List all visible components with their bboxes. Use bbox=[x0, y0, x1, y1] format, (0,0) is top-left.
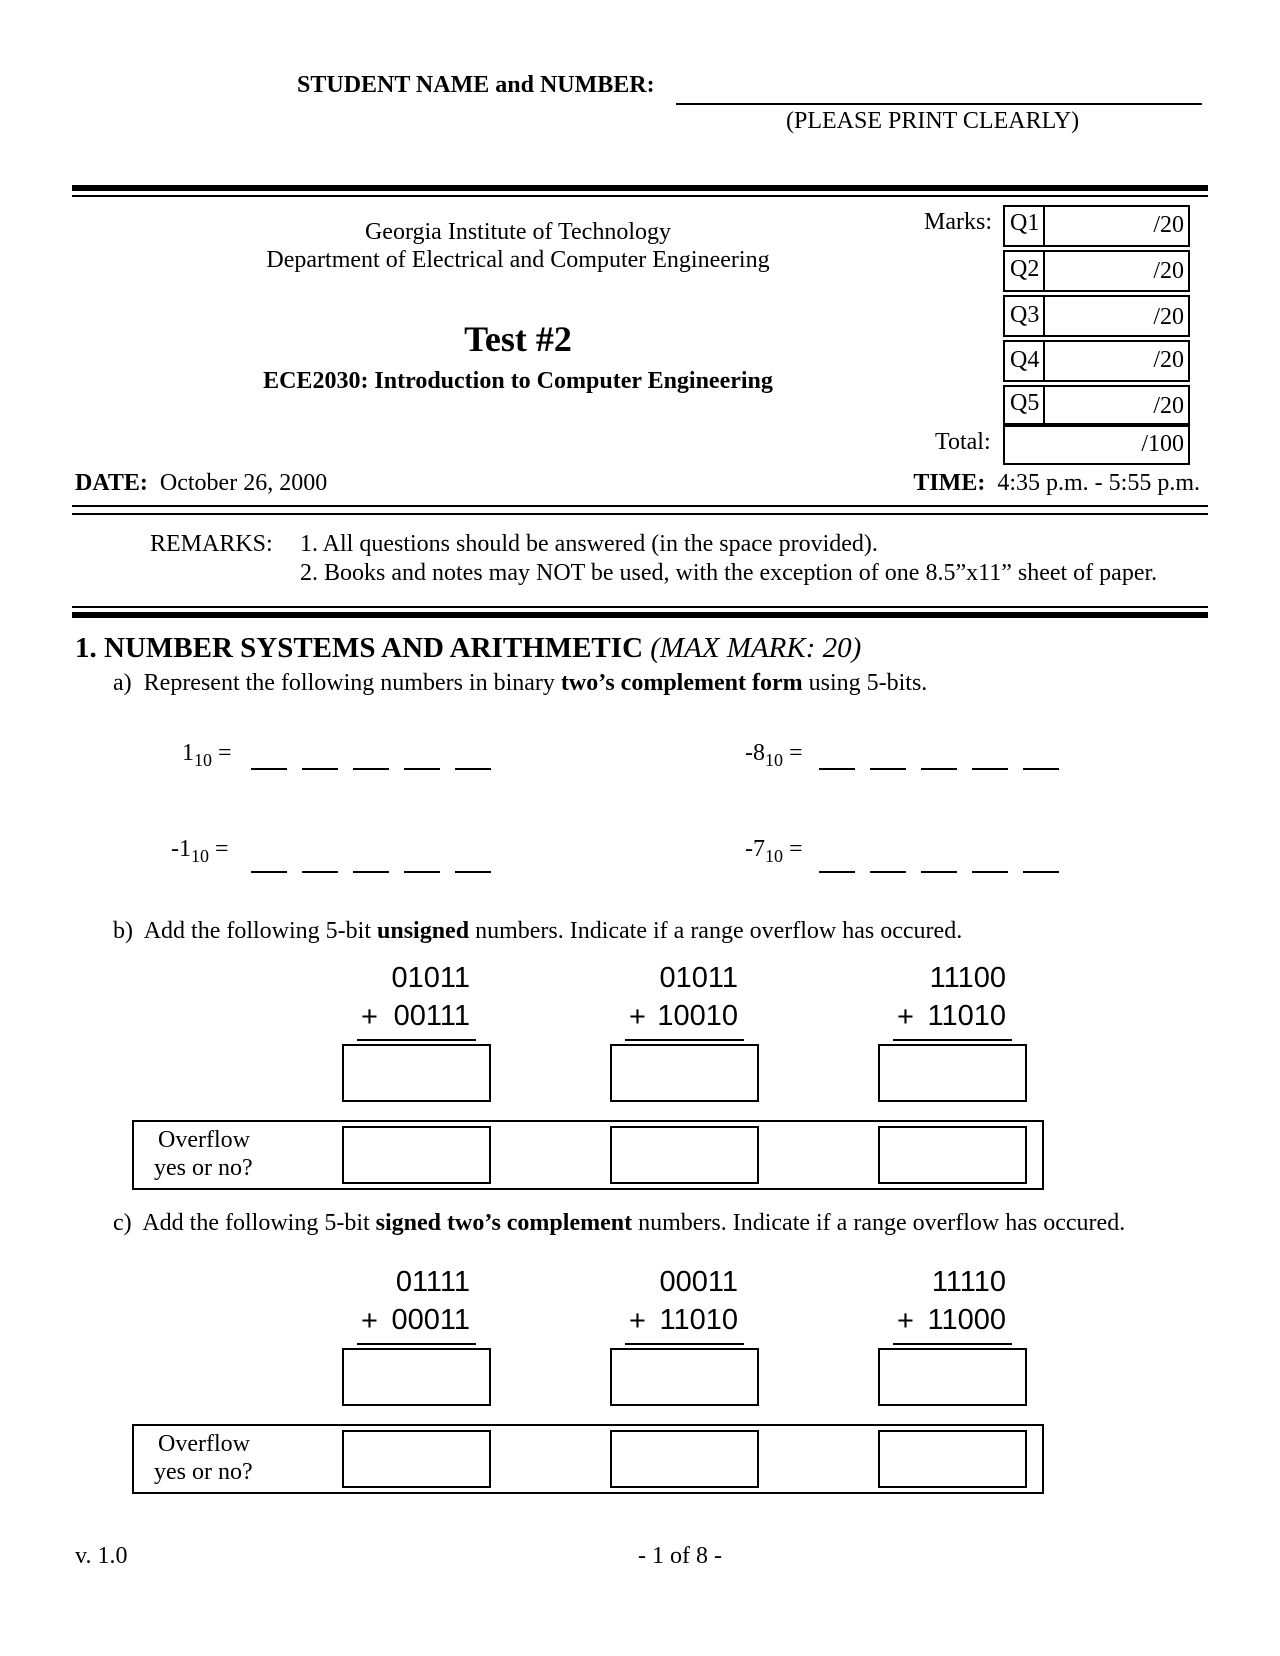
q1a-item-2-label: $-8_{10}$ = bbox=[745, 740, 803, 770]
q1a-item-3-bit-3[interactable] bbox=[353, 871, 389, 873]
q1c-text-bold: signed two’s complement bbox=[375, 1210, 633, 1236]
marks-total-max: /100 bbox=[1141, 431, 1184, 457]
q1c-p1-overflow-box[interactable] bbox=[342, 1430, 491, 1488]
q1a-item-3-bit-2[interactable] bbox=[302, 871, 338, 873]
marks-q2-label: Q2 bbox=[1010, 256, 1040, 282]
q1a-text-pre: Represent the following numbers in binary bbox=[143, 670, 561, 696]
q1b-p1-bottom: 00111 bbox=[393, 1000, 470, 1032]
q1b-text-pre: Add the following 5-bit bbox=[143, 918, 377, 944]
q1a-item-4-bit-2[interactable] bbox=[870, 871, 906, 873]
print-clearly-note: (PLEASE PRINT CLEARLY) bbox=[786, 108, 1080, 134]
date-value: October 26, 2000 bbox=[159, 470, 328, 496]
q1a-letter: a) bbox=[113, 670, 132, 696]
q1b-letter: b) bbox=[113, 918, 133, 944]
q1a-item-2-bit-1[interactable] bbox=[819, 768, 855, 770]
q1c-p1-answer-box[interactable] bbox=[342, 1348, 491, 1406]
q1b-p1-answer-box[interactable] bbox=[342, 1044, 491, 1102]
marks-q3-max: /20 bbox=[1153, 304, 1184, 330]
version-label: v. 1.0 bbox=[75, 1543, 128, 1569]
marks-q5-label: Q5 bbox=[1010, 390, 1040, 416]
q1b-p2-answer-box[interactable] bbox=[610, 1044, 759, 1102]
q1a-item-1-bit-1[interactable] bbox=[251, 768, 287, 770]
mid-rule-1 bbox=[72, 505, 1208, 507]
time-value: 4:35 p.m. - 5:55 p.m. bbox=[997, 470, 1200, 496]
q1a-text-bold: two’s complement form bbox=[560, 670, 803, 696]
remarks-rule-thin bbox=[72, 606, 1208, 608]
q1a-item-1-bit-4[interactable] bbox=[404, 768, 440, 770]
q1-max-mark: (MAX MARK: 20) bbox=[650, 632, 862, 664]
marks-q2-max: /20 bbox=[1153, 258, 1184, 284]
q1b-p2-underline bbox=[625, 1039, 744, 1041]
q1a-item-3-bit-1[interactable] bbox=[251, 871, 287, 873]
q1a-prompt bbox=[113, 670, 927, 697]
test-title: Test #2 bbox=[464, 319, 572, 359]
marks-q3-label: Q3 bbox=[1010, 302, 1040, 328]
q1b-p3-plus: + bbox=[897, 1001, 914, 1033]
q1a-item-2-bit-4[interactable] bbox=[972, 768, 1008, 770]
q1a-item-1-label: $1_{10}$ = bbox=[182, 740, 232, 770]
top-rule-thin bbox=[72, 195, 1208, 197]
remarks-label: REMARKS: bbox=[150, 531, 273, 557]
institution-name: Georgia Institute of Technology bbox=[364, 219, 672, 245]
q1c-p2-underline bbox=[625, 1343, 744, 1345]
q1c-p3-top: 11110 bbox=[931, 1266, 1006, 1298]
q1c-p3-answer-box[interactable] bbox=[878, 1348, 1027, 1406]
q1c-p1-top: 01111 bbox=[395, 1266, 470, 1298]
q1a-item-3-bit-5[interactable] bbox=[455, 871, 491, 873]
q1-title: 1. NUMBER SYSTEMS AND ARITHMETIC bbox=[75, 632, 644, 664]
q1a-item-2-bit-3[interactable] bbox=[921, 768, 957, 770]
q1a-item-4-bit-4[interactable] bbox=[972, 871, 1008, 873]
course-title: ECE2030: Introduction to Computer Engineering bbox=[263, 368, 773, 394]
q1c-text-post: numbers. Indicate if a range overflow has occured. bbox=[632, 1210, 1126, 1236]
q1a-item-4-bit-1[interactable] bbox=[819, 871, 855, 873]
q1-heading bbox=[75, 632, 861, 665]
q1c-p1-plus: + bbox=[361, 1305, 378, 1337]
q1c-letter: c) bbox=[113, 1210, 132, 1236]
q1b-p3-bottom: 11010 bbox=[927, 1000, 1006, 1032]
q1a-item-3-label: $-1_{10}$ = bbox=[171, 836, 229, 866]
q1c-p1-underline bbox=[357, 1343, 476, 1345]
q1a-item-4-bit-5[interactable] bbox=[1023, 871, 1059, 873]
remark-1: 1. All questions should be answered (in the space provided). bbox=[300, 531, 878, 557]
marks-total-label: Total: bbox=[935, 429, 991, 455]
mid-rule-2 bbox=[72, 513, 1208, 515]
q1a-item-4-label: $-7_{10}$ = bbox=[745, 836, 803, 866]
q1b-prompt bbox=[113, 918, 962, 945]
marks-q1-max: /20 bbox=[1153, 212, 1184, 238]
remark-2: 2. Books and notes may NOT be used, with the exception of one 8.5”x11” sheet of paper. bbox=[300, 560, 1158, 586]
time-label: TIME: bbox=[913, 470, 986, 496]
q1b-p3-underline bbox=[893, 1039, 1012, 1041]
page-number: - 1 of 8 - bbox=[638, 1543, 722, 1569]
department-name: Department of Electrical and Computer Engineering bbox=[266, 247, 770, 273]
q1c-p3-plus: + bbox=[897, 1305, 914, 1337]
q1b-p2-plus: + bbox=[629, 1001, 646, 1033]
q1c-p3-overflow-box[interactable] bbox=[878, 1430, 1027, 1488]
marks-q4-label: Q4 bbox=[1010, 347, 1040, 373]
q1a-item-2-bit-5[interactable] bbox=[1023, 768, 1059, 770]
marks-q4-max: /20 bbox=[1153, 347, 1184, 373]
q1c-overflow-label: Overflow yes or no? bbox=[154, 1431, 253, 1485]
exam-time bbox=[880, 470, 1200, 497]
q1a-item-1-bit-3[interactable] bbox=[353, 768, 389, 770]
date-label: DATE: bbox=[75, 470, 148, 496]
exam-date bbox=[75, 470, 327, 497]
top-rule-thick bbox=[72, 185, 1208, 191]
q1c-p2-plus: + bbox=[629, 1305, 646, 1337]
q1a-text-post: using 5-bits. bbox=[802, 670, 928, 696]
q1a-item-3-bit-4[interactable] bbox=[404, 871, 440, 873]
q1c-p2-top: 00011 bbox=[659, 1266, 738, 1298]
q1a-item-1-bit-5[interactable] bbox=[455, 768, 491, 770]
q1c-p1-bottom: 00011 bbox=[391, 1304, 470, 1336]
q1c-text-pre: Add the following 5-bit bbox=[142, 1210, 376, 1236]
q1b-p1-top: 01011 bbox=[391, 962, 470, 994]
q1c-p2-overflow-box[interactable] bbox=[610, 1430, 759, 1488]
q1b-p1-underline bbox=[357, 1039, 476, 1041]
q1b-text-bold: unsigned bbox=[377, 918, 470, 944]
marks-q5-max: /20 bbox=[1153, 393, 1184, 419]
q1b-p1-overflow-box[interactable] bbox=[342, 1126, 491, 1184]
q1c-p3-underline bbox=[893, 1343, 1012, 1345]
q1b-p2-overflow-box[interactable] bbox=[610, 1126, 759, 1184]
q1a-item-2-bit-2[interactable] bbox=[870, 768, 906, 770]
q1c-prompt bbox=[113, 1210, 1125, 1237]
student-name-label: STUDENT NAME and NUMBER: bbox=[297, 72, 655, 98]
q1c-p2-bottom: 11010 bbox=[659, 1304, 738, 1336]
q1b-p3-overflow-box[interactable] bbox=[878, 1126, 1027, 1184]
marks-label: Marks: bbox=[924, 209, 992, 235]
remarks-rule-thick bbox=[72, 612, 1208, 618]
q1b-overflow-label: Overflow yes or no? bbox=[154, 1127, 253, 1181]
q1b-p3-top: 11100 bbox=[929, 962, 1006, 994]
q1b-text-post: numbers. Indicate if a range overflow has occured. bbox=[469, 918, 963, 944]
q1a-item-4-bit-3[interactable] bbox=[921, 871, 957, 873]
q1c-p3-bottom: 11000 bbox=[927, 1304, 1006, 1336]
student-name-blank[interactable] bbox=[676, 103, 1202, 105]
q1b-p2-top: 01011 bbox=[659, 962, 738, 994]
marks-q1-label: Q1 bbox=[1010, 210, 1040, 236]
q1a-item-1-bit-2[interactable] bbox=[302, 768, 338, 770]
q1b-p1-plus: + bbox=[361, 1001, 378, 1033]
q1c-p2-answer-box[interactable] bbox=[610, 1348, 759, 1406]
q1b-p2-bottom: 10010 bbox=[657, 1000, 738, 1032]
q1b-p3-answer-box[interactable] bbox=[878, 1044, 1027, 1102]
